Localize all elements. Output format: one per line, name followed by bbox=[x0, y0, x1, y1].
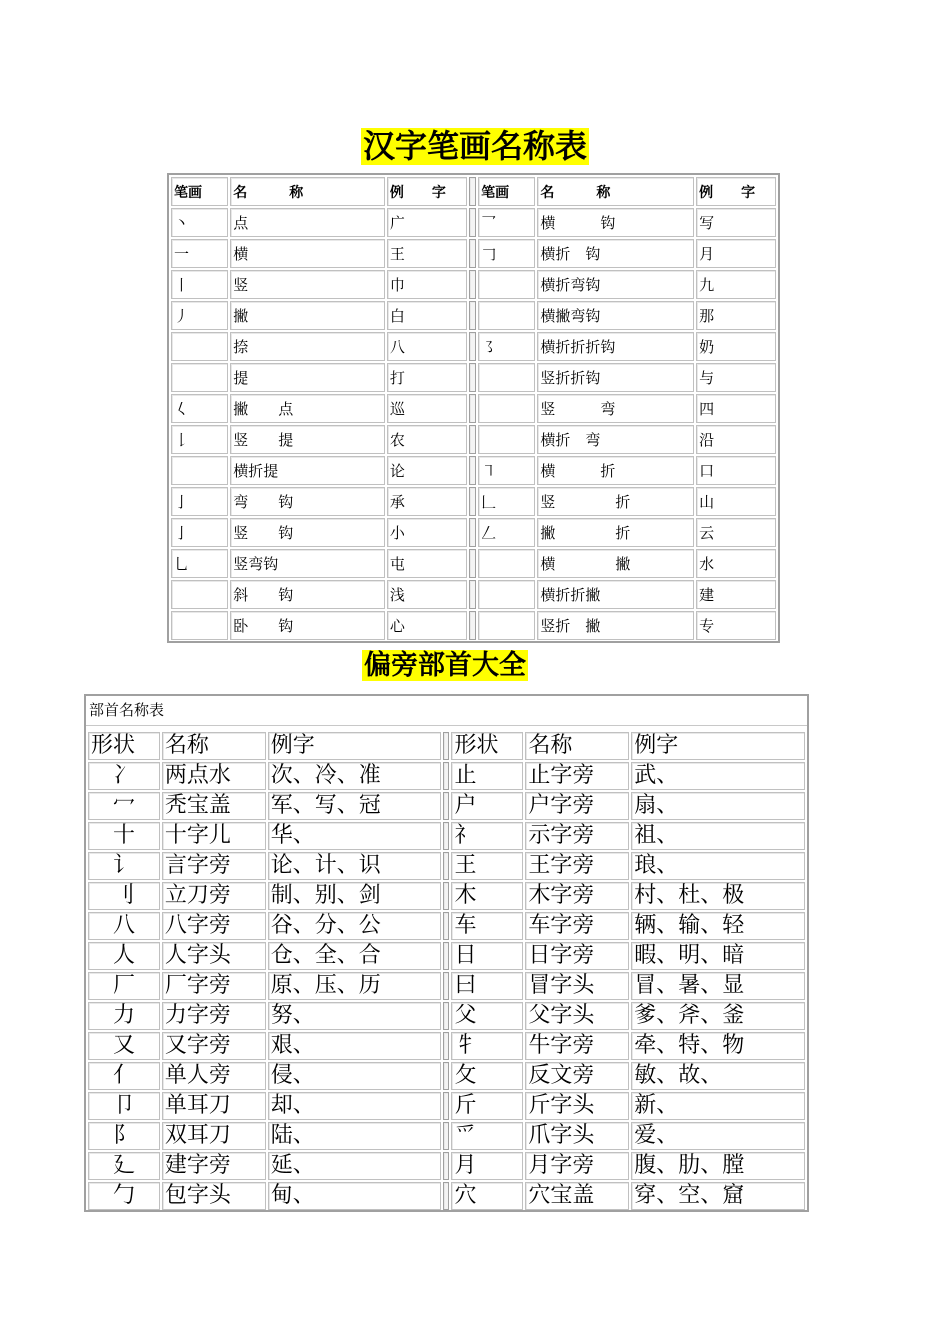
radical-name: 日字旁 bbox=[525, 942, 629, 970]
stroke-shape: 一 bbox=[171, 239, 228, 268]
strokes-title-block bbox=[0, 128, 950, 165]
column-divider bbox=[469, 177, 476, 206]
radical-example: 穿、空、窟 bbox=[631, 1182, 805, 1210]
column-divider bbox=[443, 1002, 449, 1030]
stroke-example: 八 bbox=[387, 332, 467, 361]
radical-example: 辆、输、轻 bbox=[631, 912, 805, 940]
radicals-row bbox=[88, 1092, 805, 1120]
column-divider bbox=[469, 580, 476, 609]
column-divider bbox=[443, 1062, 449, 1090]
stroke-example: 农 bbox=[387, 425, 467, 454]
radicals-row bbox=[88, 762, 805, 790]
radical-name: 月字旁 bbox=[525, 1152, 629, 1180]
stroke-name: 竖 折 bbox=[537, 487, 694, 516]
radical-name: 单人旁 bbox=[162, 1062, 266, 1090]
stroke-example: 写 bbox=[696, 208, 776, 237]
radical-shape: 冫 bbox=[88, 762, 160, 790]
stroke-name: 横撇弯钩 bbox=[537, 301, 694, 330]
stroke-shape bbox=[478, 580, 535, 609]
radical-name: 户字旁 bbox=[525, 792, 629, 820]
radicals-row bbox=[88, 1182, 805, 1210]
radical-shape: 止 bbox=[451, 762, 523, 790]
stroke-shape: 乚 bbox=[171, 549, 228, 578]
strokes-header-cell: 例 字 bbox=[696, 177, 776, 206]
column-divider bbox=[443, 1092, 449, 1120]
stroke-shape: 𠃊 bbox=[478, 487, 535, 516]
radical-shape: 礻 bbox=[451, 822, 523, 850]
stroke-example: 奶 bbox=[696, 332, 776, 361]
radical-example: 华、 bbox=[268, 822, 442, 850]
radical-shape: 攵 bbox=[451, 1062, 523, 1090]
stroke-example: 打 bbox=[387, 363, 467, 392]
radical-example: 琅、 bbox=[631, 852, 805, 880]
strokes-header-cell: 例 字 bbox=[387, 177, 467, 206]
stroke-name: 横 钩 bbox=[537, 208, 694, 237]
radical-name: 示字旁 bbox=[525, 822, 629, 850]
stroke-shape: 亅 bbox=[171, 487, 228, 516]
radical-shape: 斤 bbox=[451, 1092, 523, 1120]
radical-name: 父字头 bbox=[525, 1002, 629, 1030]
column-divider bbox=[469, 394, 476, 423]
stroke-shape: 𠄌 bbox=[171, 425, 228, 454]
radical-shape: 车 bbox=[451, 912, 523, 940]
radical-shape: 冖 bbox=[88, 792, 160, 820]
radicals-header-cell: 名称 bbox=[525, 732, 629, 760]
strokes-title: 汉字笔画名称表 bbox=[362, 127, 587, 165]
radical-example: 原、压、历 bbox=[268, 972, 442, 1000]
radicals-title: 偏旁部首大全 bbox=[364, 650, 526, 681]
radicals-title-block bbox=[0, 650, 890, 681]
stroke-shape bbox=[478, 363, 535, 392]
radical-shape: 爫 bbox=[451, 1122, 523, 1150]
stroke-shape: 𡿨 bbox=[171, 394, 228, 423]
radical-example: 爱、 bbox=[631, 1122, 805, 1150]
column-divider bbox=[443, 912, 449, 940]
stroke-name: 竖 bbox=[230, 270, 385, 299]
stroke-name: 撇 点 bbox=[230, 394, 385, 423]
radical-name: 八字旁 bbox=[162, 912, 266, 940]
stroke-name: 撇 bbox=[230, 301, 385, 330]
radical-shape: 父 bbox=[451, 1002, 523, 1030]
stroke-name: 点 bbox=[230, 208, 385, 237]
radical-shape: 又 bbox=[88, 1032, 160, 1060]
stroke-example: 小 bbox=[387, 518, 467, 547]
stroke-name: 竖弯钩 bbox=[230, 549, 385, 578]
radical-name: 言字旁 bbox=[162, 852, 266, 880]
radical-example: 仓、全、合 bbox=[268, 942, 442, 970]
radical-name: 王字旁 bbox=[525, 852, 629, 880]
radical-shape: 十 bbox=[88, 822, 160, 850]
column-divider bbox=[469, 549, 476, 578]
stroke-example: 建 bbox=[696, 580, 776, 609]
stroke-example: 心 bbox=[387, 611, 467, 640]
strokes-header-cell: 笔画 bbox=[478, 177, 535, 206]
column-divider bbox=[443, 792, 449, 820]
stroke-example: 广 bbox=[387, 208, 467, 237]
column-divider bbox=[443, 762, 449, 790]
radical-name: 冒字头 bbox=[525, 972, 629, 1000]
stroke-shape bbox=[478, 270, 535, 299]
stroke-name: 竖 钩 bbox=[230, 518, 385, 547]
radical-shape: 户 bbox=[451, 792, 523, 820]
column-divider bbox=[469, 208, 476, 237]
stroke-shape bbox=[478, 394, 535, 423]
stroke-example: 云 bbox=[696, 518, 776, 547]
radical-name: 秃宝盖 bbox=[162, 792, 266, 820]
stroke-shape: 𠃌 bbox=[478, 239, 535, 268]
stroke-shape bbox=[478, 301, 535, 330]
strokes-row bbox=[171, 611, 776, 640]
column-divider bbox=[443, 1032, 449, 1060]
radicals-header-cell: 例字 bbox=[268, 732, 442, 760]
strokes-header-cell: 笔画 bbox=[171, 177, 228, 206]
radical-example: 侵、 bbox=[268, 1062, 442, 1090]
stroke-name: 卧 钩 bbox=[230, 611, 385, 640]
radicals-row bbox=[88, 1002, 805, 1030]
radical-name: 双耳刀 bbox=[162, 1122, 266, 1150]
stroke-shape: 𠃋 bbox=[478, 518, 535, 547]
radical-name: 又字旁 bbox=[162, 1032, 266, 1060]
radicals-header-cell: 形状 bbox=[88, 732, 160, 760]
radical-name: 车字旁 bbox=[525, 912, 629, 940]
stroke-example: 月 bbox=[696, 239, 776, 268]
radical-shape: 牜 bbox=[451, 1032, 523, 1060]
radical-example: 爹、斧、釜 bbox=[631, 1002, 805, 1030]
column-divider bbox=[443, 942, 449, 970]
stroke-example: 九 bbox=[696, 270, 776, 299]
radicals-row bbox=[88, 1062, 805, 1090]
radicals-header-row bbox=[88, 732, 805, 760]
radical-shape: 曰 bbox=[451, 972, 523, 1000]
radical-example: 牵、特、物 bbox=[631, 1032, 805, 1060]
radicals-row bbox=[88, 1152, 805, 1180]
stroke-shape bbox=[171, 456, 228, 485]
radical-shape: 木 bbox=[451, 882, 523, 910]
stroke-example: 巾 bbox=[387, 270, 467, 299]
strokes-row bbox=[171, 518, 776, 547]
stroke-name: 横 折 bbox=[537, 456, 694, 485]
strokes-row bbox=[171, 456, 776, 485]
radical-shape: 人 bbox=[88, 942, 160, 970]
stroke-name: 竖 弯 bbox=[537, 394, 694, 423]
radical-example: 次、冷、准 bbox=[268, 762, 442, 790]
radical-name: 包字头 bbox=[162, 1182, 266, 1210]
column-divider bbox=[469, 239, 476, 268]
stroke-name: 横折折折钩 bbox=[537, 332, 694, 361]
strokes-row bbox=[171, 332, 776, 361]
radicals-row bbox=[88, 882, 805, 910]
stroke-name: 撇 折 bbox=[537, 518, 694, 547]
radical-name: 木字旁 bbox=[525, 882, 629, 910]
column-divider bbox=[469, 301, 476, 330]
radical-name: 止字旁 bbox=[525, 762, 629, 790]
radical-example: 艰、 bbox=[268, 1032, 442, 1060]
radical-example: 新、 bbox=[631, 1092, 805, 1120]
column-divider bbox=[443, 882, 449, 910]
stroke-example: 沿 bbox=[696, 425, 776, 454]
strokes-row bbox=[171, 425, 776, 454]
radical-example: 制、别、剑 bbox=[268, 882, 442, 910]
radical-example: 敏、故、 bbox=[631, 1062, 805, 1090]
radicals-row bbox=[88, 1122, 805, 1150]
stroke-name: 弯 钩 bbox=[230, 487, 385, 516]
radical-shape: 月 bbox=[451, 1152, 523, 1180]
radicals-row bbox=[88, 942, 805, 970]
stroke-example: 浅 bbox=[387, 580, 467, 609]
stroke-shape bbox=[478, 425, 535, 454]
radicals-row bbox=[88, 1032, 805, 1060]
radical-name: 十字儿 bbox=[162, 822, 266, 850]
stroke-name: 横折 钩 bbox=[537, 239, 694, 268]
stroke-name: 斜 钩 bbox=[230, 580, 385, 609]
column-divider bbox=[469, 611, 476, 640]
stroke-shape: 乛 bbox=[478, 208, 535, 237]
column-divider bbox=[443, 1182, 449, 1210]
stroke-name: 横折提 bbox=[230, 456, 385, 485]
radical-shape: 廴 bbox=[88, 1152, 160, 1180]
stroke-shape bbox=[171, 580, 228, 609]
radical-example: 祖、 bbox=[631, 822, 805, 850]
stroke-example: 专 bbox=[696, 611, 776, 640]
stroke-name: 横 撇 bbox=[537, 549, 694, 578]
radical-shape: 卩 bbox=[88, 1092, 160, 1120]
strokes-row bbox=[171, 301, 776, 330]
stroke-example: 巡 bbox=[387, 394, 467, 423]
stroke-shape: ㇕ bbox=[478, 456, 535, 485]
radicals-header-cell: 形状 bbox=[451, 732, 523, 760]
radical-name: 单耳刀 bbox=[162, 1092, 266, 1120]
stroke-example: 口 bbox=[696, 456, 776, 485]
radical-example: 延、 bbox=[268, 1152, 442, 1180]
radical-example: 陆、 bbox=[268, 1122, 442, 1150]
radical-name: 两点水 bbox=[162, 762, 266, 790]
radicals-table bbox=[84, 694, 809, 1212]
radical-shape: 勹 bbox=[88, 1182, 160, 1210]
stroke-name: 横折 弯 bbox=[537, 425, 694, 454]
radicals-row bbox=[88, 852, 805, 880]
column-divider bbox=[469, 487, 476, 516]
radical-example: 暇、明、暗 bbox=[631, 942, 805, 970]
strokes-row bbox=[171, 580, 776, 609]
radical-example: 谷、分、公 bbox=[268, 912, 442, 940]
stroke-example: 四 bbox=[696, 394, 776, 423]
radical-example: 武、 bbox=[631, 762, 805, 790]
stroke-example: 屯 bbox=[387, 549, 467, 578]
radical-shape: 讠 bbox=[88, 852, 160, 880]
radical-name: 厂字旁 bbox=[162, 972, 266, 1000]
radicals-row bbox=[88, 912, 805, 940]
radical-name: 力字旁 bbox=[162, 1002, 266, 1030]
stroke-example: 山 bbox=[696, 487, 776, 516]
radical-shape: 日 bbox=[451, 942, 523, 970]
radical-name: 建字旁 bbox=[162, 1152, 266, 1180]
radical-example: 扇、 bbox=[631, 792, 805, 820]
strokes-header-cell: 名 称 bbox=[230, 177, 385, 206]
radical-example: 甸、 bbox=[268, 1182, 442, 1210]
radicals-header-cell: 例字 bbox=[631, 732, 805, 760]
stroke-name: 竖折折钩 bbox=[537, 363, 694, 392]
stroke-example: 论 bbox=[387, 456, 467, 485]
radicals-row bbox=[88, 822, 805, 850]
stroke-shape bbox=[478, 611, 535, 640]
radical-shape: 力 bbox=[88, 1002, 160, 1030]
radical-shape: 亻 bbox=[88, 1062, 160, 1090]
stroke-shape: 丶 bbox=[171, 208, 228, 237]
column-divider bbox=[469, 425, 476, 454]
column-divider bbox=[469, 518, 476, 547]
radical-shape: 阝 bbox=[88, 1122, 160, 1150]
column-divider bbox=[443, 822, 449, 850]
stroke-name: 竖 提 bbox=[230, 425, 385, 454]
strokes-row bbox=[171, 239, 776, 268]
radical-example: 冒、暑、显 bbox=[631, 972, 805, 1000]
strokes-row bbox=[171, 270, 776, 299]
radical-example: 腹、肋、膛 bbox=[631, 1152, 805, 1180]
radicals-header-cell: 名称 bbox=[162, 732, 266, 760]
radical-example: 却、 bbox=[268, 1092, 442, 1120]
radical-name: 爪字头 bbox=[525, 1122, 629, 1150]
column-divider bbox=[443, 732, 449, 760]
stroke-example: 那 bbox=[696, 301, 776, 330]
radical-name: 穴宝盖 bbox=[525, 1182, 629, 1210]
strokes-table bbox=[167, 173, 780, 643]
radical-example: 村、杜、极 bbox=[631, 882, 805, 910]
column-divider bbox=[469, 363, 476, 392]
stroke-shape: 亅 bbox=[171, 518, 228, 547]
radicals-row bbox=[88, 972, 805, 1000]
strokes-row bbox=[171, 487, 776, 516]
column-divider bbox=[443, 1152, 449, 1180]
stroke-name: 横折弯钩 bbox=[537, 270, 694, 299]
stroke-shape bbox=[171, 363, 228, 392]
stroke-shape: 丿 bbox=[171, 301, 228, 330]
radical-example: 论、计、识 bbox=[268, 852, 442, 880]
radical-name: 牛字旁 bbox=[525, 1032, 629, 1060]
radical-shape: 穴 bbox=[451, 1182, 523, 1210]
radical-example: 努、 bbox=[268, 1002, 442, 1030]
strokes-header-cell: 名 称 bbox=[537, 177, 694, 206]
column-divider bbox=[469, 332, 476, 361]
radicals-row bbox=[88, 792, 805, 820]
column-divider bbox=[443, 1122, 449, 1150]
column-divider bbox=[469, 270, 476, 299]
radical-name: 斤字头 bbox=[525, 1092, 629, 1120]
radical-shape: 刂 bbox=[88, 882, 160, 910]
radical-name: 人字头 bbox=[162, 942, 266, 970]
stroke-example: 水 bbox=[696, 549, 776, 578]
strokes-row bbox=[171, 363, 776, 392]
stroke-shape bbox=[171, 332, 228, 361]
stroke-name: 竖折 撇 bbox=[537, 611, 694, 640]
column-divider bbox=[469, 456, 476, 485]
strokes-header-row bbox=[171, 177, 776, 206]
stroke-shape: 丨 bbox=[171, 270, 228, 299]
radical-example: 军、写、冠 bbox=[268, 792, 442, 820]
stroke-shape: ㇌ bbox=[478, 332, 535, 361]
stroke-example: 承 bbox=[387, 487, 467, 516]
strokes-row bbox=[171, 208, 776, 237]
stroke-example: 白 bbox=[387, 301, 467, 330]
stroke-example: 王 bbox=[387, 239, 467, 268]
strokes-row bbox=[171, 549, 776, 578]
stroke-name: 提 bbox=[230, 363, 385, 392]
stroke-example: 与 bbox=[696, 363, 776, 392]
radical-shape: 八 bbox=[88, 912, 160, 940]
radical-name: 反文旁 bbox=[525, 1062, 629, 1090]
column-divider bbox=[443, 972, 449, 1000]
stroke-name: 捺 bbox=[230, 332, 385, 361]
stroke-name: 横 bbox=[230, 239, 385, 268]
strokes-row bbox=[171, 394, 776, 423]
radicals-caption: 部首名称表 bbox=[86, 696, 807, 726]
radical-shape: 厂 bbox=[88, 972, 160, 1000]
stroke-shape bbox=[171, 611, 228, 640]
column-divider bbox=[443, 852, 449, 880]
radical-name: 立刀旁 bbox=[162, 882, 266, 910]
stroke-name: 横折折撇 bbox=[537, 580, 694, 609]
stroke-shape bbox=[478, 549, 535, 578]
radical-shape: 王 bbox=[451, 852, 523, 880]
